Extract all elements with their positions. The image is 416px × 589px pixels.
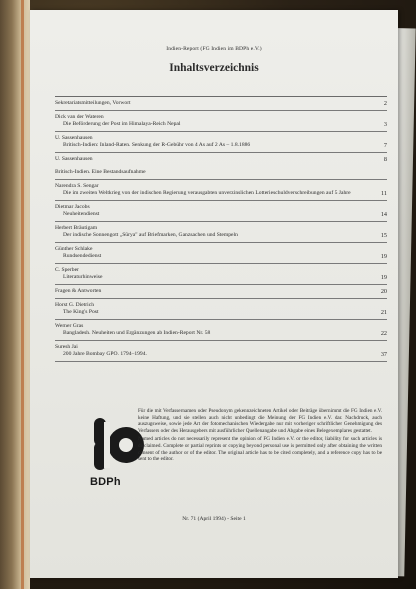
toc-entry-page-number: 22 (380, 330, 387, 337)
toc-entry-title: 200 Jahre Bombay GPO. 1794–1994. (63, 351, 147, 357)
page-footer: Nr. 71 (April 1994) - Seite 1 (182, 516, 246, 522)
toc-entry (55, 97, 387, 111)
table-of-contents (55, 96, 387, 362)
toc-entry-author: Britisch-Indien. Eine Bestandsaufnahme (55, 169, 146, 175)
toc-entry (55, 132, 387, 153)
toc-entry-author: Werner Gras (55, 323, 84, 329)
toc-entry-page-number: 19 (380, 274, 387, 281)
toc-entry (55, 222, 387, 243)
toc-entry (55, 153, 387, 166)
disclaimer-english: Named articles do not necessarily represent the opinion of FG Indien e.V. or the editor, liability for such articles is disclaimed. Complete or partial reprints or copying beyond personal use is permitted only after obtaining the written consent of the author or of the editor. The original article has to be cited completely, and a reference copy has to be sent to the editor. (138, 436, 382, 463)
toc-entry-page-number: 2 (383, 100, 387, 107)
disclaimer-block (138, 408, 382, 465)
toc-entry (55, 180, 387, 201)
toc-entry-author: Narendra S. Sengar (55, 183, 99, 189)
toc-entry-page-number: 15 (380, 232, 387, 239)
toc-entry-title: Britisch-Indien: Inland-Raten. Senkung der R-Gebühr von 4 As auf 2 As – 1.8.1886 (63, 142, 251, 148)
toc-entry-page-number: 3 (383, 121, 387, 128)
toc-entry (55, 243, 387, 264)
toc-entry-title: Neuheitendienst (63, 211, 100, 217)
toc-entry-author: Fragen & Antworten (55, 288, 102, 294)
bdph-logo-text: BDPh (90, 476, 121, 488)
toc-entry (55, 320, 387, 341)
toc-entry-page-number: 7 (383, 142, 387, 149)
toc-entry-title: The King's Post (63, 309, 99, 315)
toc-entry-title: Rundsendedienst (63, 253, 102, 259)
toc-entry-title: Die Beförderung der Post im Himalaya-Reich Nepal (63, 121, 181, 127)
toc-entry (55, 299, 387, 320)
toc-entry (55, 341, 387, 362)
toc-entry-title: Die im zweiten Weltkrieg von der indischen Regierung verausgabten unverzinslichen Lotterieschuldverschreibungen auf 5 Jahre (63, 190, 351, 196)
page-title: Inhaltsverzeichnis (169, 62, 259, 74)
toc-entry (55, 111, 387, 132)
toc-entry-author: U. Sassenhausen (55, 156, 93, 162)
toc-entry-page-number: 11 (381, 190, 387, 197)
disclaimer-german: Für die mit Verfassernamen oder Pseudonym gekennzeichneten Artikel oder Beiträge übernimmt die FG Indien e.V. keine Haftung, und sie stellen auch nicht unbedingt die Meinung der FG Indien e.V. dar. Nachdruck, auch auszugsweise, sowie jede Art der fotomechanischen Wiedergabe nur mit vorheriger schriftlicher Genehmigung des Verfassers oder des Herausgebers mit ausführlicher Quellenangabe und Abgabe eines Belegexemplares gestattet. (138, 408, 382, 434)
toc-entry-author: Dietmar Jacobs (55, 204, 90, 210)
toc-entry-author: C. Sperber (55, 267, 79, 273)
toc-entry (55, 201, 387, 222)
toc-entry-page-number: 21 (380, 309, 387, 316)
toc-entry-title: Der indische Sonnengott „Sūrya" auf Briefmarken, Ganzsachen und Stempeln (63, 232, 238, 238)
toc-entry-page-number: 8 (383, 156, 387, 163)
adjacent-booklet-edge (0, 0, 30, 589)
toc-entry-title: Bangladesh. Neuheiten und Ergänzungen ab Indien-Report Nr. 58 (63, 330, 211, 336)
toc-entry-author: Dick van der Wateren (55, 114, 104, 120)
toc-entry-author: Suresh Jai (55, 344, 78, 350)
toc-entry-author: Horst G. Dietrich (55, 302, 94, 308)
toc-entry-page-number: 14 (380, 211, 387, 218)
toc-entry-page-number: 37 (380, 351, 387, 358)
document-page (30, 10, 398, 578)
toc-entry-title: Literaturhinweise (63, 274, 103, 280)
toc-entry-author: Sekretariatsmitteilungen, Vorwort (55, 100, 131, 106)
toc-entry-page-number: 20 (380, 288, 387, 295)
toc-entry (55, 264, 387, 285)
toc-entry-author: Günther Schlake (55, 246, 93, 252)
toc-entry (55, 166, 387, 180)
toc-entry-author: U. Sassenhausen (55, 135, 93, 141)
toc-entry (55, 285, 387, 299)
toc-entry-page-number: 19 (380, 253, 387, 260)
running-header: Indien-Report (FG Indien im BDPh e.V.) (166, 46, 262, 52)
toc-entry-author: Herbert Bräutigam (55, 225, 98, 231)
